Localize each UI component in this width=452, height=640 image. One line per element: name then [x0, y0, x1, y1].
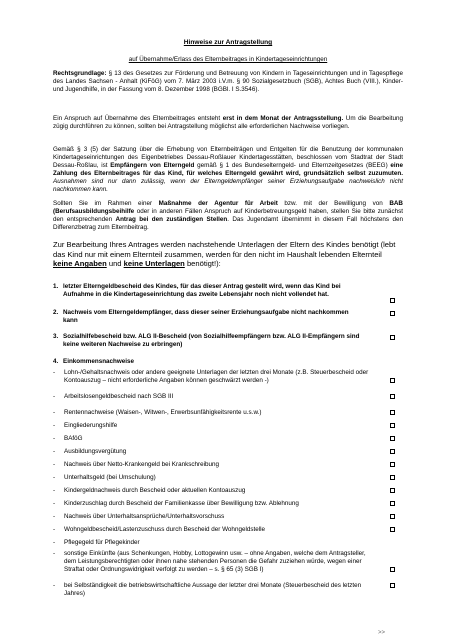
checkbox[interactable]: [390, 335, 395, 340]
page-title: Hinweise zur Antragstellung: [183, 39, 273, 46]
elterngeld-text-a: Gemäß § 3 (5) der Satzung über die Erhebung von Elternbeiträgen und Entgelten für die Benutzung der kommunalen Kindertageseinrichtungen des Eigenbetriebes Dessau-Roßlauer Kindertagesstätten, beschlossen vom Stadtrat der Stadt Dessau-Roßlau, ist: [53, 146, 403, 169]
paragraph-agentur: [53, 200, 403, 232]
checkbox[interactable]: [390, 298, 395, 303]
sub-item-text: Wohngeldbescheid/Lastenzuschuss durch Bescheid der Wohngeldstelle: [64, 526, 266, 533]
sub-item-text: Lohn-/Gehaltsnachweis oder andere geeignete Unterlagen der letzten drei Monate (z.B. Steuerbescheid oder Kontoauszug – nicht erforderliche Angaben können geschwärzt werden -): [64, 369, 369, 384]
item-text: Einkommensnachweise: [63, 358, 135, 365]
sub-item-text: sonstige Einkünfte (aus Schenkungen, Hobby, Lottogewinn usw. – ohne Angaben, welche dem Antragsteller, dem Leistungsberechtigten oder ihnen nahe stehenden Personen die Gefahr zuziehen würde, wegen einer Straftat oder Ordnungswidrigkeit verfolgt zu werden – s. § 65 (3) SGB I): [64, 550, 366, 573]
item-number: 3.: [53, 333, 59, 340]
checkbox[interactable]: [390, 527, 395, 532]
page-subtitle: auf Übernahme/Erlass des Elternbeitrages in Kindertageseinrichtungen: [128, 56, 328, 63]
elterngeld-text-b: Empfängern von Elterngeld: [110, 162, 195, 169]
sub-item-text: Pflegegeld für Pflegekinder: [64, 539, 140, 546]
docs-text-e: benötigt!):: [184, 259, 221, 269]
item-text: letzter Elterngeldbescheid des Kindes, für das dieser Antrag gestellt wird, wenn das Kind bei Aufnahme in die Kindertageseinrichtung das zweite Lebensjahr noch nicht vollendet hat.: [63, 283, 341, 298]
agentur-text-a: Sollten Sie im Rahmen einer: [53, 200, 159, 207]
checkbox[interactable]: [390, 583, 395, 588]
elterngeld-text-c: gemäß § 1 des Bundeselterngeld- und Elternzeitgesetzes (BEEG): [194, 162, 391, 169]
sub-item-text: Kindergeldnachweis durch Bescheid oder aktuellen Kontoauszug: [64, 487, 246, 494]
claim-text-b: erst in dem Monat der Antragsstellung.: [222, 115, 344, 122]
item-text: Nachweis vom Elterngeldempfänger, dass dieser seiner Erziehungsaufgabe nicht nachkommen kann: [63, 309, 349, 324]
item-number: 4.: [53, 358, 59, 365]
checkbox[interactable]: [390, 462, 395, 467]
checkbox[interactable]: [390, 449, 395, 454]
checkbox[interactable]: [390, 436, 395, 441]
item-number: 1.: [53, 283, 59, 290]
agentur-text-c: bzw. mit der Bewilligung von: [277, 200, 390, 207]
checkbox[interactable]: [390, 378, 395, 383]
checkbox[interactable]: [390, 311, 395, 316]
checkbox[interactable]: [390, 475, 395, 480]
elterngeld-text-e: Ausnahmen sind nur dann zulässig, wenn der Elterngeldempfänger seiner Erziehungsaufgabe nachweislich nicht nachkommen kann.: [53, 178, 403, 193]
checkbox[interactable]: [390, 567, 395, 572]
agentur-text-b: Maßnahme der Agentur für Arbeit: [158, 200, 278, 207]
paragraph-elterngeld: [53, 146, 403, 194]
paragraph-claim: [53, 115, 403, 131]
elterngeld-text-d: eine Zahlung des Elternbeitrages für das Kind, für welches Elterngeld gewährt wird, grundsätzlich selbst zuzumuten.: [53, 162, 403, 177]
agentur-text-d: BAB (Berufsausbildungsbeihilfe: [53, 200, 403, 215]
checkbox[interactable]: [390, 488, 395, 493]
sub-item-text: Ausbildungsvergütung: [64, 448, 127, 455]
sub-item-text: Nachweis über Netto-Krankengeld bei Krankschreibung: [64, 461, 220, 468]
claim-text-a: Ein Anspruch auf Übernahme des Elternbeitrages entsteht: [53, 115, 223, 122]
checkbox[interactable]: [390, 423, 395, 428]
checkbox[interactable]: [390, 394, 395, 399]
item-text: Sozialhilfebescheid bzw. ALG II-Bescheid (von Sozialhilfeempfängern bzw. ALG II-Empfängern sind keine weiteren Nachweise zu erbringen): [63, 333, 360, 348]
item-number: 2.: [53, 309, 59, 316]
docs-text-a: Zur Bearbeitung Ihres Antrages werden nachstehende Unterlagen der Eltern des Kindes benötigt (lebt das Kind nur mit einem Elternteil zusammen, werden für den nicht im Haushalt lebenden Elternteil: [53, 240, 396, 259]
agentur-text-g: . Das Jugendamt übernimmt in diesem Fall höchstens den Differenzbetrag zum Elternbeitrag.: [53, 216, 404, 231]
sub-item-text: Eingliederungshilfe: [64, 422, 118, 429]
checkbox[interactable]: [390, 501, 395, 506]
agentur-text-e: oder in anderen Fällen Anspruch auf Kinderbetreuungsgeld haben, stellen Sie bitte zunächst den entsprechenden: [53, 208, 403, 223]
docs-text-d: keine Unterlagen: [123, 259, 185, 269]
claim-text-c: Um die Bearbeitung zügig durchführen zu können, sollten bei Antragstellung möglichst alle erforderlichen Nachweise vorliegen.: [53, 115, 404, 130]
paragraph-documents-needed: [53, 240, 403, 269]
legal-basis-label: Rechtsgrundlage:: [53, 70, 107, 77]
sub-item-text: Nachweis über Unterhaltsansprüche/Unterhaltsvorschuss: [64, 513, 225, 520]
docs-text-b: keine Angaben: [53, 259, 107, 269]
sub-item-text: BAföG: [64, 435, 83, 442]
docs-text-c: und: [106, 259, 124, 269]
checkbox[interactable]: [390, 514, 395, 519]
sub-item-text: Unterhaltsgeld (bei Umschulung): [64, 474, 156, 481]
next-page-indicator: >>: [378, 630, 386, 636]
sub-item-text: Kinderzuschlag durch Bescheid der Familienkasse über Bewilligung bzw. Ablehnung: [64, 500, 299, 507]
sub-item-text: Arbeitslosengeldbescheid nach SGB III: [64, 393, 174, 400]
checkbox[interactable]: [390, 410, 395, 415]
paragraph-legal-basis: [53, 70, 403, 94]
sub-item-text: bei Selbständigkeit die betriebswirtschaftliche Aussage der letzter drei Monate (Steuerbescheid des letzten Jahres): [64, 582, 362, 597]
sub-item-text: Rentennachweise (Waisen-, Witwen-, Erwerbsunfähigkeitsrente u.s.w.): [64, 409, 262, 416]
legal-basis-text: § 13 des Gesetzes zur Förderung und Betreuung von Kindern in Tageseinrichtungen und in Tagespflege des Landes Sachsen - Anhalt (KiFöG) vom 7. März 2003 i.V.m. § 90 Sozialgesetzbuch (SGB), Achtes Buch (VIII.), Kinder- und Jugendhilfe, in der Fassung vom 8. Dezember 1998 (BGBl. I S.3546).: [53, 70, 403, 93]
agentur-text-f: Antrag bei den zuständigen Stellen: [115, 216, 228, 223]
